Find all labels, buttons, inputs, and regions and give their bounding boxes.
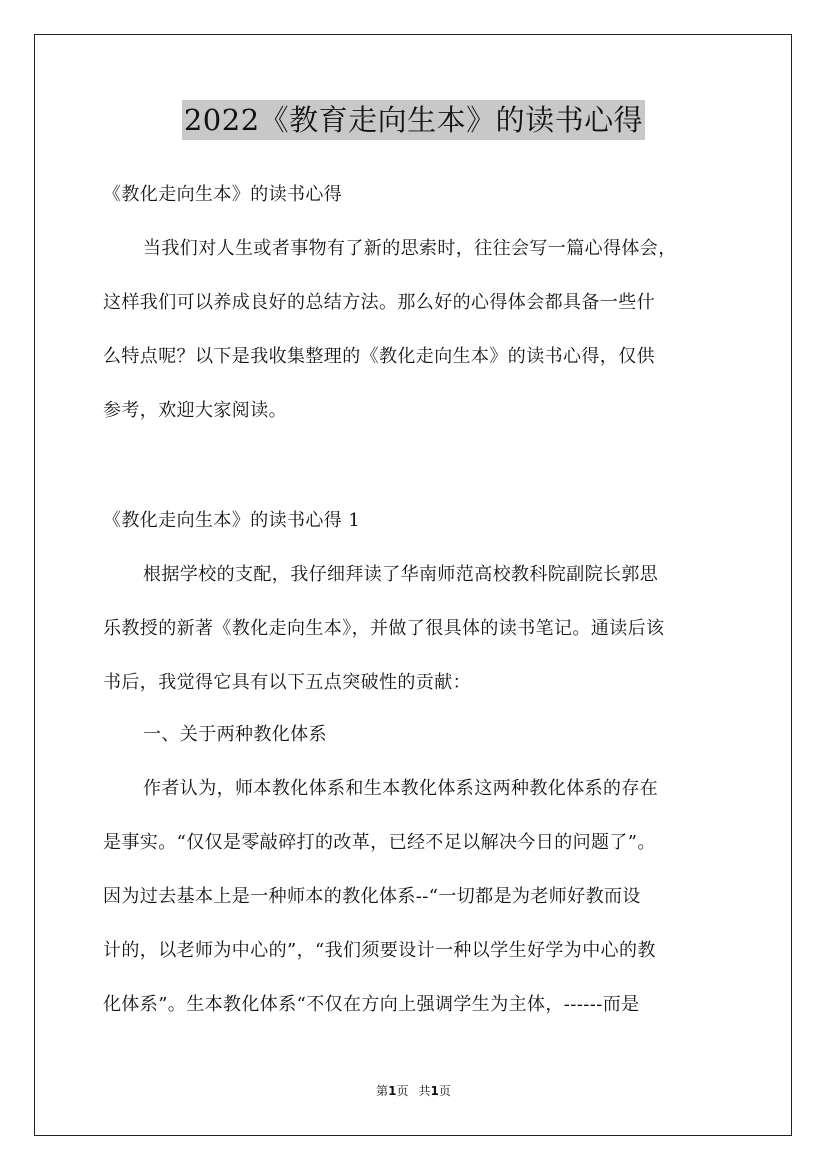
section-line-2: 乐教授的新著《教化走向生本》，并做了很具体的读书笔记。通读后该 (103, 618, 665, 639)
total-prefix: 共 (418, 1084, 431, 1098)
total-unit: 页 (438, 1084, 451, 1098)
body-line-3: 因为过去基本上是一种师本的教化体系--“一切都是为老师好教而设 (103, 886, 641, 907)
section-line-3: 书后，我觉得它具有以下五点突破性的贡献： (103, 672, 471, 693)
document-title: 2022《教育走向生本》的读书心得 (182, 100, 645, 140)
section-line-1: 根据学校的支配，我仔细拜读了华南师范高校教科院副院长郭思 (143, 564, 659, 585)
intro-heading: 《教化走向生本》的读书心得 (103, 184, 343, 205)
page-footer (0, 1083, 827, 1099)
intro-line-1: 当我们对人生或者事物有了新的思索时，往往会写一篇心得体会， (143, 238, 677, 259)
section-heading: 《教化走向生本》的读书心得 1 (103, 510, 361, 531)
page-prefix: 第 (376, 1084, 389, 1098)
body-line-1: 作者认为，师本教化体系和生本教化体系这两种教化体系的存在 (143, 778, 659, 799)
intro-line-4: 参考，欢迎大家阅读。 (103, 400, 287, 421)
body-line-4: 计的，以老师为中心的”，“我们须要设计一种以学生好学为中心的教 (103, 940, 656, 961)
page-number: 1 (388, 1084, 397, 1098)
body-line-5: 化体系”。生本教化体系“不仅在方向上强调学生为主体，------而是 (103, 994, 640, 1015)
subheading: 一、关于两种教化体系 (143, 724, 327, 745)
intro-line-2: 这样我们可以养成良好的总结方法。那么好的心得体会都具备一些什 (103, 292, 655, 313)
total-pages: 1 (430, 1084, 439, 1098)
body-line-2: 是事实。“仅仅是零敲碎打的改革，已经不足以解决今日的问题了”。 (103, 832, 656, 853)
page-unit: 页 (396, 1084, 409, 1098)
title-container (0, 100, 827, 140)
intro-line-3: 么特点呢？以下是我收集整理的《教化走向生本》的读书心得，仅供 (103, 346, 655, 367)
